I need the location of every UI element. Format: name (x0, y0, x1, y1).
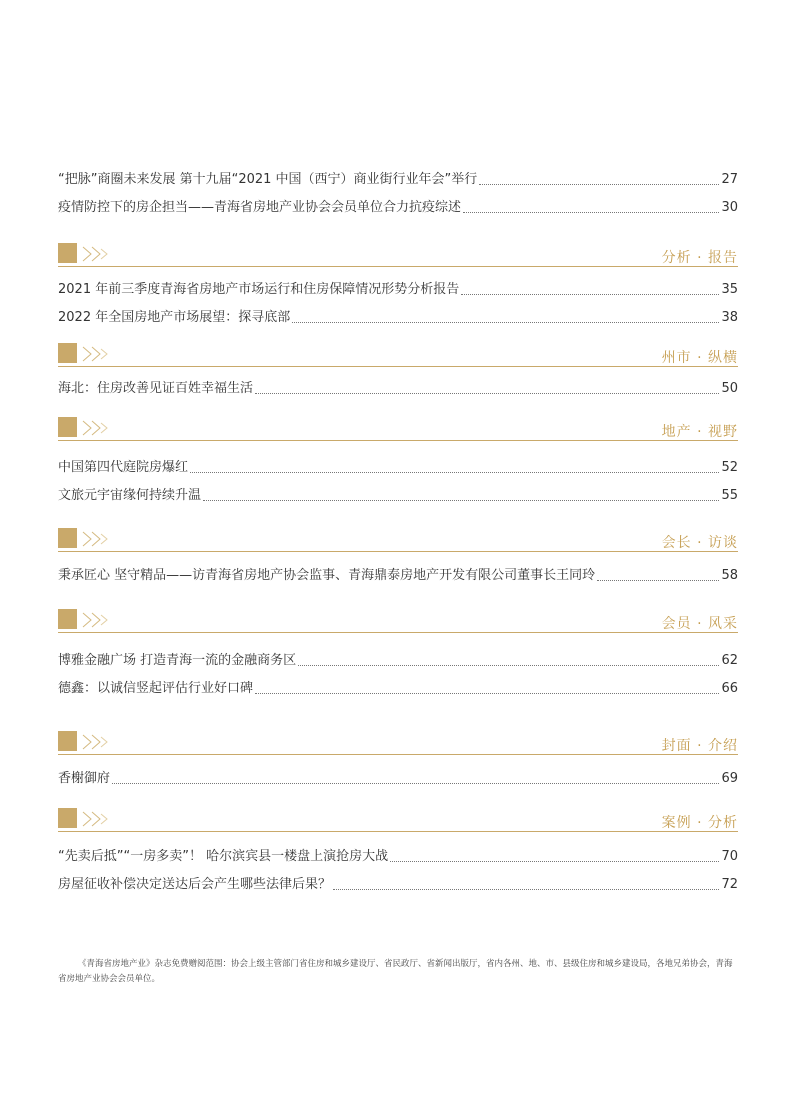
dot-leader (463, 212, 719, 213)
section-square-icon (58, 243, 77, 263)
section-square-icon (58, 343, 77, 363)
section-header (58, 808, 738, 836)
footnote-text: 《青海省房地产业》杂志免费赠阅范围：协会上级主管部门省住房和城乡建设厅、省民政厅、省新闻出版厅，省内各州、地、市、县级住房和城乡建设局，各地兄弟协会，青海省房地产业协会会员单位。 (58, 959, 733, 984)
toc-entry-title: 中国第四代庭院房爆红 (58, 460, 189, 475)
toc-entry[interactable] (58, 649, 738, 669)
toc-entry-page: 35 (721, 282, 738, 297)
section-divider (58, 632, 738, 633)
section-title: 地产 · 视野 (661, 424, 738, 440)
dot-leader (479, 184, 719, 185)
toc-entry[interactable] (58, 168, 738, 188)
toc-entry[interactable] (58, 873, 738, 893)
section-header (58, 528, 738, 556)
section-title: 州市 · 纵横 (661, 350, 738, 366)
double-chevron-icon (81, 345, 113, 363)
toc-entry-title: 海北：住房改善见证百姓幸福生活 (58, 381, 254, 396)
section-title: 案例 · 分析 (661, 815, 738, 831)
section-title: 封面 · 介绍 (661, 738, 738, 754)
section-divider (58, 366, 738, 367)
toc-entry-page: 62 (721, 653, 738, 668)
toc-entry-page: 72 (721, 877, 738, 892)
toc-entry[interactable] (58, 306, 738, 326)
toc-entry-title: 房屋征收补偿决定送达后会产生哪些法律后果？ (58, 877, 332, 892)
section-square-icon (58, 808, 77, 828)
toc-entry-page: 52 (721, 460, 738, 475)
toc-entry-page: 55 (721, 488, 738, 503)
toc-entry-page: 66 (721, 681, 738, 696)
section-title: 会长 · 访谈 (661, 535, 738, 551)
toc-entry-page: 70 (721, 849, 738, 864)
toc-entry-page: 30 (721, 200, 738, 215)
section-divider (58, 266, 738, 267)
dot-leader (190, 472, 719, 473)
dot-leader (255, 393, 719, 394)
toc-entry-title: 2022 年全国房地产市场展望：探寻底部 (58, 310, 291, 325)
toc-entry-page: 69 (721, 771, 738, 786)
toc-entry-title: 秉承匠心 坚守精品——访青海省房地产协会监事、青海鼎泰房地产开发有限公司董事长王同玲 (58, 568, 596, 583)
double-chevron-icon (81, 530, 113, 548)
toc-entry-page: 27 (721, 172, 738, 187)
toc-entry[interactable] (58, 456, 738, 476)
dot-leader (333, 889, 719, 890)
section-square-icon (58, 731, 77, 751)
double-chevron-icon (81, 810, 113, 828)
double-chevron-icon (81, 611, 113, 629)
section-divider (58, 754, 738, 755)
section-title: 会员 · 风采 (661, 616, 738, 632)
toc-entry-title: “先卖后抵”“一房多卖”！ 哈尔滨宾县一楼盘上演抢房大战 (58, 849, 389, 864)
section-divider (58, 831, 738, 832)
toc-entry[interactable] (58, 484, 738, 504)
double-chevron-icon (81, 245, 113, 263)
toc-entry-page: 58 (721, 568, 738, 583)
section-square-icon (58, 417, 77, 437)
toc-entry[interactable] (58, 564, 738, 584)
section-header (58, 417, 738, 445)
toc-entry-title: 博雅金融广场 打造青海一流的金融商务区 (58, 653, 297, 668)
section-header (58, 343, 738, 371)
distribution-footnote (58, 957, 738, 987)
dot-leader (390, 861, 719, 862)
toc-entry[interactable] (58, 377, 738, 397)
toc-entry-title: 疫情防控下的房企担当——青海省房地产业协会会员单位合力抗疫综述 (58, 200, 462, 215)
dot-leader (255, 693, 719, 694)
toc-entry-title: 香榭御府 (58, 771, 111, 786)
toc-entry-page: 38 (721, 310, 738, 325)
dot-leader (292, 322, 719, 323)
double-chevron-icon (81, 733, 113, 751)
toc-entry[interactable] (58, 845, 738, 865)
toc-entry-page: 50 (721, 381, 738, 396)
dot-leader (461, 294, 719, 295)
section-header (58, 731, 738, 759)
section-divider (58, 551, 738, 552)
section-header (58, 609, 738, 637)
dot-leader (112, 783, 719, 784)
dot-leader (298, 665, 719, 666)
section-square-icon (58, 609, 77, 629)
double-chevron-icon (81, 419, 113, 437)
toc-entry[interactable] (58, 677, 738, 697)
section-square-icon (58, 528, 77, 548)
toc-entry-title: 德鑫：以诚信竖起评估行业好口碑 (58, 681, 254, 696)
toc-entry[interactable] (58, 767, 738, 787)
section-divider (58, 440, 738, 441)
toc-entry[interactable] (58, 196, 738, 216)
section-title: 分析 · 报告 (661, 250, 738, 266)
toc-entry[interactable] (58, 278, 738, 298)
toc-entry-title: 2021 年前三季度青海省房地产市场运行和住房保障情况形势分析报告 (58, 282, 460, 297)
dot-leader (203, 500, 719, 501)
dot-leader (597, 580, 719, 581)
section-header (58, 243, 738, 271)
toc-entry-title: “把脉”商圈未来发展 第十九届“2021 中国（西宁）商业街行业年会”举行 (58, 172, 478, 187)
toc-entry-title: 文旅元宇宙缘何持续升温 (58, 488, 202, 503)
